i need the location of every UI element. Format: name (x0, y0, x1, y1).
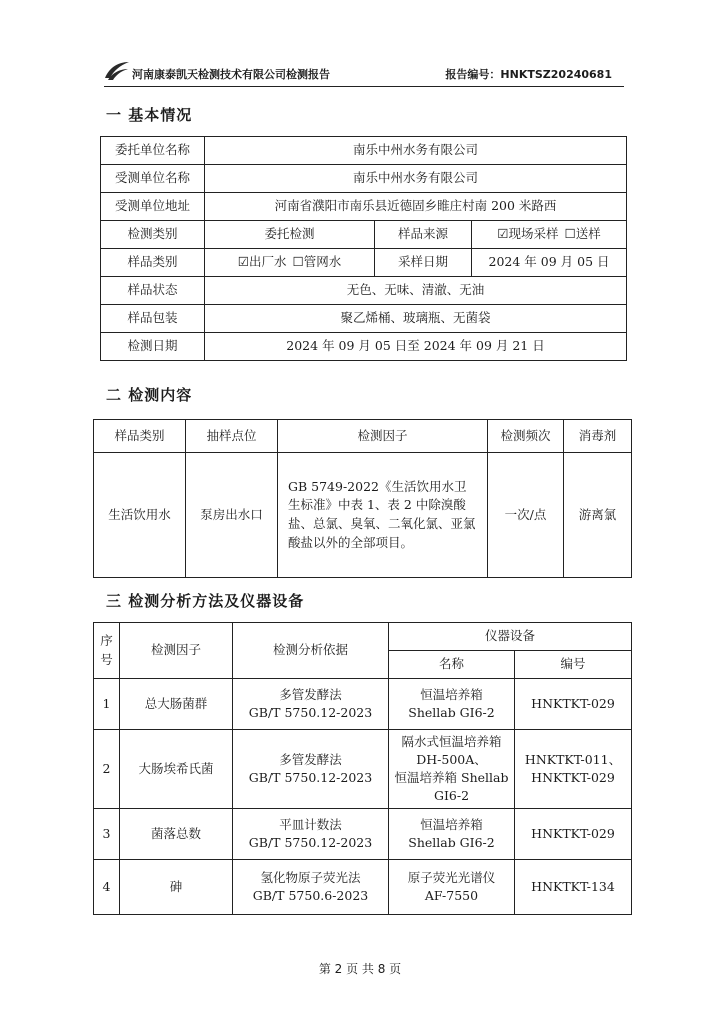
header-report-number: 报告编号：HNKTSZ20240681 (445, 68, 612, 81)
row-no: 1 (94, 679, 120, 730)
table-row (101, 249, 627, 277)
state-label: 样品状态 (101, 277, 205, 305)
col-header-equipment: 仪器设备 (389, 623, 632, 651)
frequency-cell: 一次/点 (488, 453, 564, 578)
tested-value: 南乐中州水务有限公司 (205, 165, 627, 193)
address-value: 河南省濮阳市南乐县近德固乡睢庄村南 200 米路西 (205, 193, 627, 221)
table-row (101, 305, 627, 333)
row-equipment-code: HNKTKT-029 (515, 679, 632, 730)
tested-label: 受测单位名称 (101, 165, 205, 193)
row-basis (233, 809, 389, 860)
sampling-point-cell: 泵房出水口 (186, 453, 278, 578)
sample-category-cell: 生活饮用水 (94, 453, 186, 578)
test-date-label: 检测日期 (101, 333, 205, 361)
col-header-sample-type: 样品类别 (94, 420, 186, 453)
row-equipment-line2: Shellab GI6-2 (408, 705, 495, 720)
row-code-line1: HNKTKT-011、 (524, 751, 622, 767)
page-number: 第 2 页 共 8 页 (318, 962, 402, 976)
test-content-table (93, 419, 632, 578)
sample-type-options (205, 249, 375, 277)
row-standard: GB/T 5750.12-2023 (248, 835, 373, 850)
category-value: 委托检测 (205, 221, 375, 249)
row-standard: GB/T 5750.6-2023 (252, 888, 369, 903)
row-factor: 菌落总数 (120, 809, 233, 860)
table-row (101, 333, 627, 361)
test-factor-cell: GB 5749-2022《生活饮用水卫生标准》中表 1、表 2 中除溴酸盐、总氯、臭氧、二氧化氯、亚氯酸盐以外的全部项目。 (278, 453, 488, 578)
source-label: 样品来源 (375, 221, 472, 249)
row-equipment-line1: 恒温培养箱 (420, 816, 483, 832)
table-row (101, 137, 627, 165)
sampling-date-value: 2024 年 09 月 05 日 (472, 249, 627, 277)
col-header-equipment-code: 编号 (515, 651, 632, 679)
row-equipment-line2: Shellab GI6-2 (408, 835, 495, 850)
package-value: 聚乙烯桶、玻璃瓶、无菌袋 (205, 305, 627, 333)
row-factor: 砷 (120, 860, 233, 915)
table-row (101, 221, 627, 249)
package-label: 样品包装 (101, 305, 205, 333)
col-header-test-factor: 检测因子 (278, 420, 488, 453)
category-label: 检测类别 (101, 221, 205, 249)
table-header-row (94, 623, 632, 651)
row-method: 多管发酵法 (279, 686, 342, 702)
row-standard: GB/T 5750.12-2023 (248, 770, 373, 785)
row-no: 2 (94, 730, 120, 809)
sample-type-network-checkbox: ☐管网水 (292, 254, 342, 270)
sample-type-label: 样品类别 (101, 249, 205, 277)
basic-info-table (100, 136, 627, 361)
row-factor: 总大肠菌群 (120, 679, 233, 730)
col-header-disinfectant: 消毒剂 (564, 420, 632, 453)
section-title-basic-info: 一 基本情况 (106, 106, 193, 124)
row-no: 3 (94, 809, 120, 860)
test-date-value: 2024 年 09 月 05 日至 2024 年 09 月 21 日 (205, 333, 627, 361)
row-basis (233, 679, 389, 730)
col-header-basis: 检测分析依据 (233, 623, 389, 679)
row-equipment-name (389, 809, 515, 860)
client-value: 南乐中州水务有限公司 (205, 137, 627, 165)
row-equipment-code (515, 730, 632, 809)
row-no: 4 (94, 860, 120, 915)
col-header-no: 序号 (94, 623, 120, 679)
disinfectant-cell: 游离氯 (564, 453, 632, 578)
row-equipment-line1: 恒温培养箱 (420, 686, 483, 702)
report-header (104, 58, 624, 87)
sampling-date-label: 采样日期 (375, 249, 472, 277)
col-header-sampling-point: 抽样点位 (186, 420, 278, 453)
table-row (94, 679, 632, 730)
col-header-factor: 检测因子 (120, 623, 233, 679)
row-equipment-line1: 原子荧光光谱仪 (407, 869, 496, 885)
company-logo-icon (104, 58, 130, 82)
source-delivered-checkbox: ☐送样 (564, 226, 601, 242)
row-basis (233, 860, 389, 915)
table-header-row (94, 420, 632, 453)
row-equipment-code: HNKTKT-134 (515, 860, 632, 915)
col-header-equipment-name: 名称 (389, 651, 515, 679)
sample-type-outlet-checkbox: ☑出厂水 (237, 254, 287, 270)
row-equipment-line2: 恒温培养箱 Shellab GI6-2 (394, 770, 509, 804)
table-row (101, 193, 627, 221)
col-header-frequency: 检测频次 (488, 420, 564, 453)
table-row (101, 165, 627, 193)
table-row (94, 860, 632, 915)
section-title-test-content: 二 检测内容 (106, 386, 193, 404)
row-equipment-name (389, 860, 515, 915)
table-row (94, 730, 632, 809)
row-equipment-name (389, 730, 515, 809)
table-row (94, 809, 632, 860)
row-method: 氢化物原子荧光法 (260, 869, 361, 885)
row-basis (233, 730, 389, 809)
row-equipment-line2: AF-7550 (424, 888, 479, 903)
header-company-name: 河南康泰凯天检测技术有限公司检测报告 (132, 68, 330, 81)
row-equipment-line1: 隔水式恒温培养箱 DH-500A、 (401, 733, 502, 767)
source-onsite-checkbox: ☑现场采样 (497, 226, 559, 242)
row-equipment-name (389, 679, 515, 730)
row-method: 多管发酵法 (279, 751, 342, 767)
table-row (94, 453, 632, 578)
source-options (472, 221, 627, 249)
address-label: 受测单位地址 (101, 193, 205, 221)
row-code-line2: HNKTKT-029 (531, 770, 615, 785)
row-equipment-code: HNKTKT-029 (515, 809, 632, 860)
client-label: 委托单位名称 (101, 137, 205, 165)
state-value: 无色、无味、清澈、无油 (205, 277, 627, 305)
row-method: 平皿计数法 (279, 816, 342, 832)
row-standard: GB/T 5750.12-2023 (248, 705, 373, 720)
section-title-methods: 三 检测分析方法及仪器设备 (106, 592, 305, 610)
row-factor: 大肠埃希氏菌 (120, 730, 233, 809)
methods-equipment-table (93, 622, 632, 915)
table-row (101, 277, 627, 305)
